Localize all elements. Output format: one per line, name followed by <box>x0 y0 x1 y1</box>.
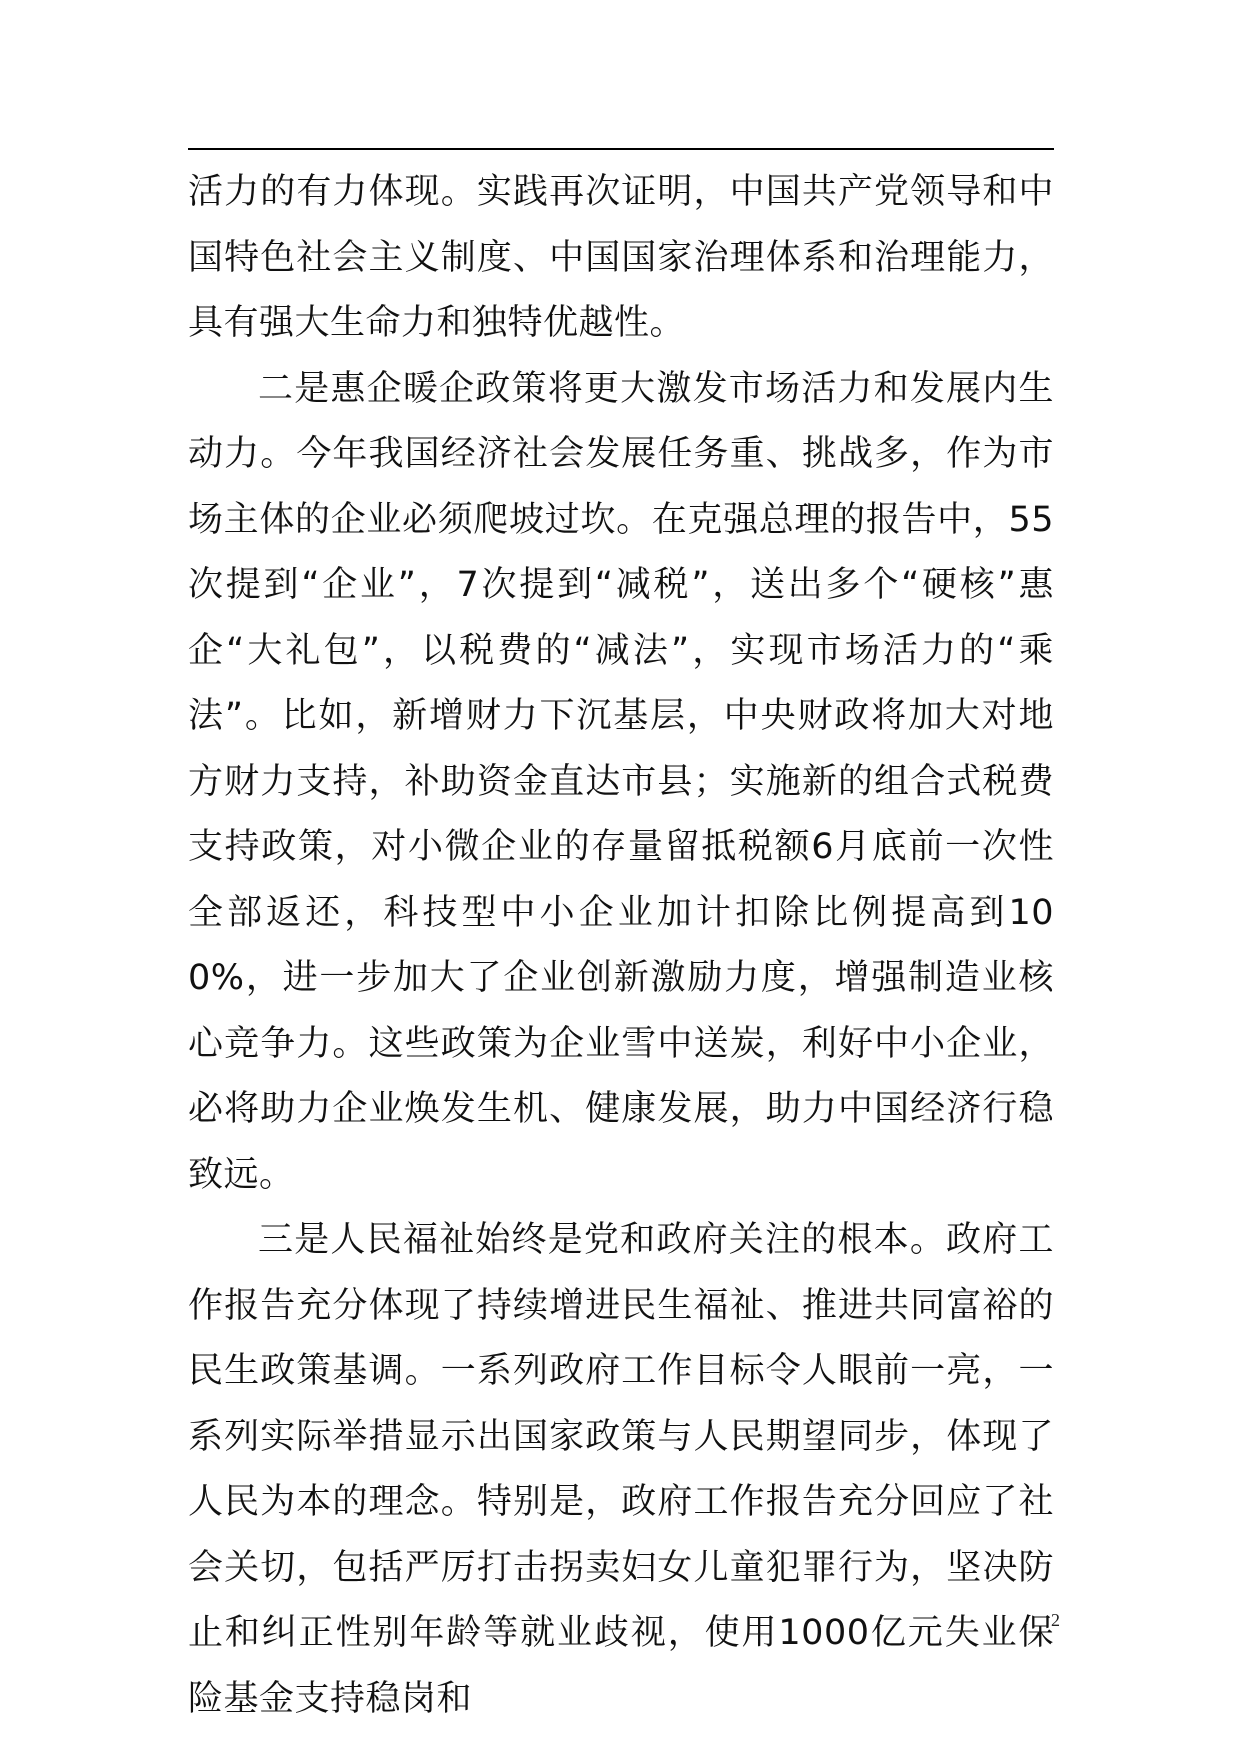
document-body <box>188 160 1054 1732</box>
paragraph-enterprise-policy: 二是惠企暖企政策将更大激发市场活力和发展内生动力。今年我国经济社会发展任务重、挑战多，作为市场主体的企业必须爬坡过坎。在克强总理的报告中，55次提到“企业”，7次提到“减税”，送出多个“硬核”惠企“大礼包”，以税费的“减法”，实现市场活力的“乘法”。比如，新增财力下沉基层，中央财政将加大对地方财力支持，补助资金直达市县；实施新的组合式税费支持政策，对小微企业的存量留抵税额6月底前一次性全部返还，科技型中小企业加计扣除比例提高到100%，进一步加大了企业创新激励力度，增强制造业核心竞争力。这些政策为企业雪中送炭，利好中小企业，必将助力企业焕发生机、健康发展，助力中国经济行稳致远。 <box>188 368 1054 1195</box>
paragraph-continuation: 活力的有力体现。实践再次证明，中国共产党领导和中国特色社会主义制度、中国国家治理体系和治理能力，具有强大生命力和独特优越性。 <box>188 172 1054 343</box>
paragraph-people-welfare: 三是人民福祉始终是党和政府关注的根本。政府工作报告充分体现了持续增进民生福祉、推进共同富裕的民生政策基调。一系列政府工作目标令人眼前一亮，一系列实际举措显示出国家政策与人民期望同步，体现了人民为本的理念。特别是，政府工作报告充分回应了社会关切，包括严厉打击拐卖妇女儿童犯罪行为，坚决防止和纠正性别年龄等就业歧视，使用1000亿元失业保险基金支持稳岗和 <box>188 1220 1054 1719</box>
page-number: 2 <box>1051 1610 1060 1630</box>
header-rule <box>188 148 1054 150</box>
